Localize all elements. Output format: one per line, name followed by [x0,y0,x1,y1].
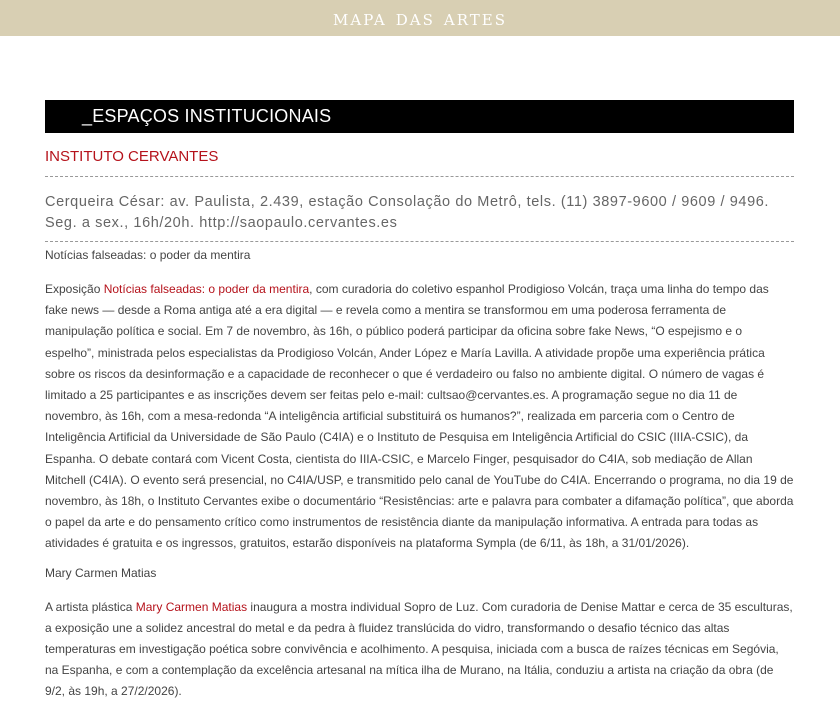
entry-body: inaugura a mostra individual Sopro de Luz. Com curadoria de Denise Mattar e cerca de 35 esculturas, a exposição une a solidez ancestral do metal e da pedra à fluidez translúcida do vidro, transformando o desafio técnico das altas temperaturas em investigação poética sobre convivência e acolhimento. A pesquisa, iniciada com a busca de raízes técnicas em Segóvia, na Espanha, e com a contemplação da excelência artesanal na mítica ilha de Murano, na Itália, conduziu a artista na criação da obra (de 9/2, às 19h, a 27/2/2026). [45,599,793,699]
entry-prefix: Exposição [45,282,104,296]
divider [45,241,794,242]
section-title: _ESPAÇOS INSTITUCIONAIS [45,100,794,133]
main-content [45,100,794,703]
entry-body: , com curadoria do coletivo espanhol Prodigioso Volcán, traça uma linha do tempo das fake news — desde a Roma antiga até a era digital — e revela como a mentira se transformou em uma poderosa ferramenta de manipulação política e social. Em 7 de novembro, às 16h, o público poderá participar da oficina sobre fake News, “O espejismo e o espelho”, ministrada pelos especialistas da Prodigioso Volcán, Ander López e María Lavilla. A atividade propõe uma experiência prática sobre os riscos da desinformação e a capacidade de reconhecer o que é verdadeiro ou falso no ambiente digital. O número de vagas é limitado a 25 participantes e as inscrições devem ser feitas pelo e-mail: cultsao@cervantes.es. A programação segue no dia 11 de novembro, às 16h, com a mesa-redonda “A inteligência artificial substituirá os humanos?”, realizada em parceria com o Centro de Inteligência Artificial da Universidade de São Paulo (C4IA) e o Instituto de Pesquisa em Inteligência Artificial do CSIC (IIIA-CSIC), da Espanha. O debate contará com Vicent Costa, cientista do IIIA-CSIC, e Marcelo Finger, pesquisador do C4IA, sob mediação de Allan Mitchell (C4IA). O evento será presencial, no C4IA/USP, e transmitido pelo canal de YouTube do C4IA. Encerrando o programa, no dia 19 de novembro, às 18h, o Instituto Cervantes exibe o documentário “Resistências: arte e palavra para combater a difamação política”, que aborda o papel da arte e do pensamento crítico como instrumentos de resistência diante da manipulação informativa. A entrada para todas as atividades é gratuita e os ingressos, gratuitos, estarão disponíveis na plataforma Sympla (de 6/11, às 18h, a 31/01/2026). [45,282,794,551]
entry-description [45,597,794,703]
institution-name: INSTITUTO CERVANTES [45,148,219,165]
entry-description [45,279,794,555]
entry-subtitle: Mary Carmen Matias [45,565,157,580]
institution-address [45,192,794,234]
site-header [0,0,840,36]
hours-line: Seg. a sex., 16h/20h. http://saopaulo.cervantes.es [45,215,398,231]
entry-subtitle: Notícias falseadas: o poder da mentira [45,248,251,262]
exhibition-link[interactable]: Notícias falseadas: o poder da mentira [103,282,310,296]
artist-link[interactable]: Mary Carmen Matias [135,599,248,614]
divider [45,176,794,177]
entry-prefix: A artista plástica [45,599,136,614]
address-line: Cerqueira César: av. Paulista, 2.439, estação Consolação do Metrô, tels. (11) 3897-9600 / 9609 / 9496. [45,194,770,210]
site-logo[interactable]: mapa das artes [333,5,507,31]
